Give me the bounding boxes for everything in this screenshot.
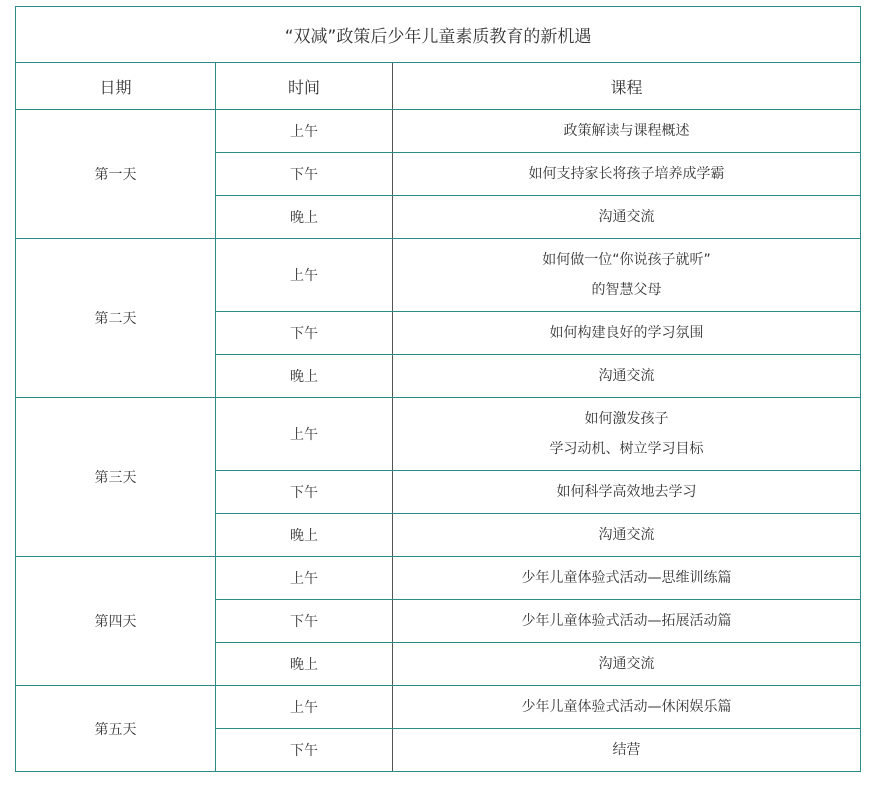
course-line: 少年儿童体验式活动—思维训练篇	[521, 570, 732, 586]
day-label: 第五天	[16, 686, 216, 772]
header-date: 日期	[16, 63, 216, 110]
course-line: 沟通交流	[598, 527, 655, 543]
session-time: 上午	[216, 110, 393, 153]
session-course	[393, 398, 861, 471]
session-course	[393, 557, 861, 600]
session-course	[393, 643, 861, 686]
session-time: 下午	[216, 471, 393, 514]
table-title: “双减”政策后少年儿童素质教育的新机遇	[16, 7, 861, 63]
day-label: 第四天	[16, 557, 216, 686]
day-label: 第二天	[16, 239, 216, 398]
session-time: 下午	[216, 729, 393, 772]
course-line: 政策解读与课程概述	[563, 123, 690, 139]
session-course	[393, 355, 861, 398]
session-course	[393, 153, 861, 196]
session-course	[393, 239, 861, 312]
course-line: 沟通交流	[598, 656, 655, 672]
header-row	[16, 63, 861, 110]
course-line: 如何构建良好的学习氛围	[549, 325, 704, 341]
course-line: 学习动机、树立学习目标	[549, 441, 704, 457]
table-row	[16, 110, 861, 153]
course-line: 如何激发孩子	[584, 411, 669, 427]
session-time: 晚上	[216, 643, 393, 686]
course-line: 少年儿童体验式活动—休闲娱乐篇	[521, 699, 732, 715]
session-time: 上午	[216, 686, 393, 729]
course-line: 如何做一位“你说孩子就听”	[542, 252, 711, 268]
course-line: 如何科学高效地去学习	[556, 484, 697, 500]
schedule-table	[15, 6, 861, 772]
course-line: 结营	[612, 742, 641, 758]
session-course	[393, 196, 861, 239]
session-course	[393, 471, 861, 514]
table-row	[16, 557, 861, 600]
session-course	[393, 729, 861, 772]
session-time: 下午	[216, 600, 393, 643]
session-course	[393, 514, 861, 557]
course-line: 如何支持家长将孩子培养成学霸	[528, 166, 725, 182]
table-row	[16, 686, 861, 729]
course-line: 沟通交流	[598, 209, 655, 225]
session-course	[393, 110, 861, 153]
schedule-page	[15, 6, 860, 772]
session-time: 晚上	[216, 355, 393, 398]
table-row	[16, 239, 861, 312]
course-line: 少年儿童体验式活动—拓展活动篇	[521, 613, 732, 629]
session-time: 晚上	[216, 196, 393, 239]
session-time: 上午	[216, 239, 393, 312]
title-row	[16, 7, 861, 63]
session-course	[393, 600, 861, 643]
session-time: 上午	[216, 398, 393, 471]
header-time: 时间	[216, 63, 393, 110]
day-label: 第三天	[16, 398, 216, 557]
header-course: 课程	[393, 63, 861, 110]
session-time: 上午	[216, 557, 393, 600]
session-time: 下午	[216, 312, 393, 355]
day-label: 第一天	[16, 110, 216, 239]
course-line: 的智慧父母	[591, 282, 662, 298]
session-time: 晚上	[216, 514, 393, 557]
course-line: 沟通交流	[598, 368, 655, 384]
session-time: 下午	[216, 153, 393, 196]
table-row	[16, 398, 861, 471]
session-course	[393, 312, 861, 355]
session-course	[393, 686, 861, 729]
